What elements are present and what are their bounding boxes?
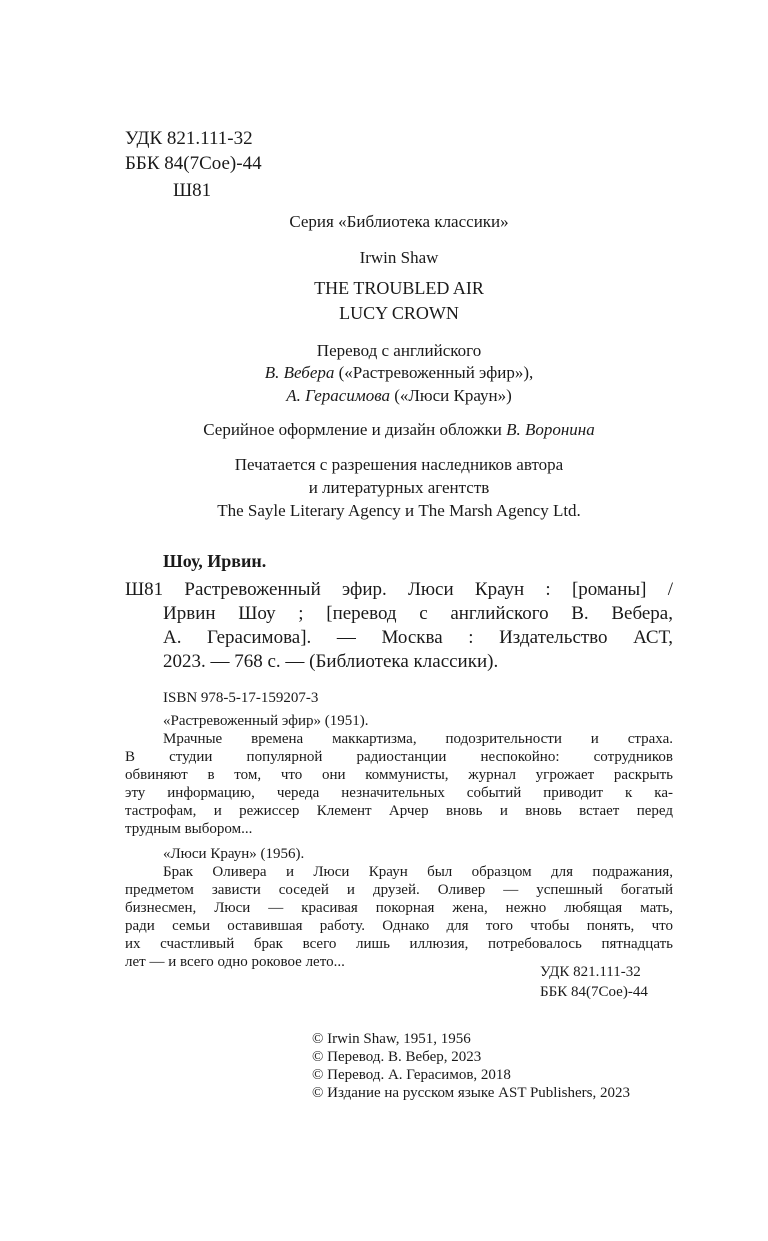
permission-line-2: и литературных агентств: [308, 478, 490, 497]
bib-line: Ш81 Растревоженный эфир. Люси Краун : [романы] /: [125, 579, 673, 600]
annotation-line: В студии популярной радиостанции неспокойно: сотрудников: [125, 749, 673, 765]
bib-description: [125, 578, 673, 674]
annotation-2-title: «Люси Краун» (1956).: [163, 846, 305, 862]
original-title-2: LUCY CROWN: [339, 303, 459, 323]
bbk-code: ББК 84(7Сое)-44: [125, 153, 262, 174]
bib-heading: [163, 550, 266, 572]
annotation-line: Мрачные времена маккартизма, подозрительности и страха.: [163, 731, 673, 747]
translator-1-name: В. Вебера: [264, 363, 335, 382]
bib-line: 2023. — 768 с. — (Библиотека классики).: [163, 651, 499, 672]
annotation-1-title: «Растревоженный эфир» (1951).: [163, 713, 369, 729]
original-author: Irwin Shaw: [359, 248, 439, 267]
index-block: [540, 962, 648, 1002]
bib-heading-text: Шоу, Ирвин.: [163, 551, 267, 571]
annotation-line: их счастливый брак всего лишь иллюзия, потребовалось пятнадцать: [125, 936, 673, 952]
copyright-block: [312, 1030, 630, 1102]
copyright-line: © Irwin Shaw, 1951, 1956: [312, 1031, 471, 1047]
permission-line-1: Печатается с разрешения наследников автора: [234, 455, 564, 474]
isbn: ISBN 978-5-17-159207-3: [163, 690, 319, 706]
permission-line-3: The Sayle Literary Agency и The Marsh Agency Ltd.: [217, 501, 581, 520]
bib-line: А. Герасимова]. — Москва : Издательство АСТ,: [163, 627, 673, 648]
author-mark: Ш81: [173, 180, 212, 201]
copyright-line: © Издание на русском языке AST Publishers, 2023: [312, 1085, 630, 1101]
translator-1-work: («Растревоженный эфир»),: [334, 363, 534, 382]
annotation-line: Брак Оливера и Люси Краун был образцом для подражания,: [163, 864, 673, 880]
bib-line: Ирвин Шоу ; [перевод с английского В. Вебера,: [163, 603, 673, 624]
annotation-line: эту информацию, череда незначительных событий приводит к ка-: [125, 785, 673, 801]
annotation-line: ради семьи оставившая работу. Однако для того чтобы понять, что: [125, 918, 673, 934]
annotation-2: [125, 845, 673, 971]
designer-name: В. Воронина: [506, 420, 595, 439]
annotation-line: трудным выбором...: [125, 821, 253, 837]
translator-line-1: [125, 361, 673, 384]
design-credit: [125, 418, 673, 441]
translation-intro: Перевод с английского: [316, 341, 482, 360]
copyright-line: © Перевод. А. Герасимов, 2018: [312, 1067, 511, 1083]
udk-code: УДК 821.111-32: [125, 128, 253, 149]
annotation-line: бизнесмен, Люси — красивая покорная жена, нежно любящая мать,: [125, 900, 673, 916]
annotation-line: тастрофам, и режиссер Клемент Арчер вновь и вновь встает перед: [125, 803, 673, 819]
translator-2-work: («Люси Краун»): [389, 386, 512, 405]
index-udk: УДК 821.111-32: [540, 964, 641, 980]
series-name: Серия «Библиотека классики»: [289, 212, 509, 231]
design-credit-text: Серийное оформление и дизайн обложки: [203, 420, 507, 439]
annotation-line: лет — и всего одно роковое лето...: [125, 954, 345, 970]
annotation-line: предметом зависти соседей и друзей. Оливер — успешный богатый: [125, 882, 673, 898]
annotation-1: [125, 712, 673, 838]
annotation-line: обвиняют в том, что они коммунисты, журнал угрожает раскрыть: [125, 767, 673, 783]
copyright-line: © Перевод. В. Вебер, 2023: [312, 1049, 482, 1065]
index-bbk: ББК 84(7Сое)-44: [540, 984, 648, 1000]
translator-line-2: [125, 384, 673, 407]
original-title-1: THE TROUBLED AIR: [314, 278, 484, 298]
translator-2-name: А. Герасимова: [286, 386, 390, 405]
